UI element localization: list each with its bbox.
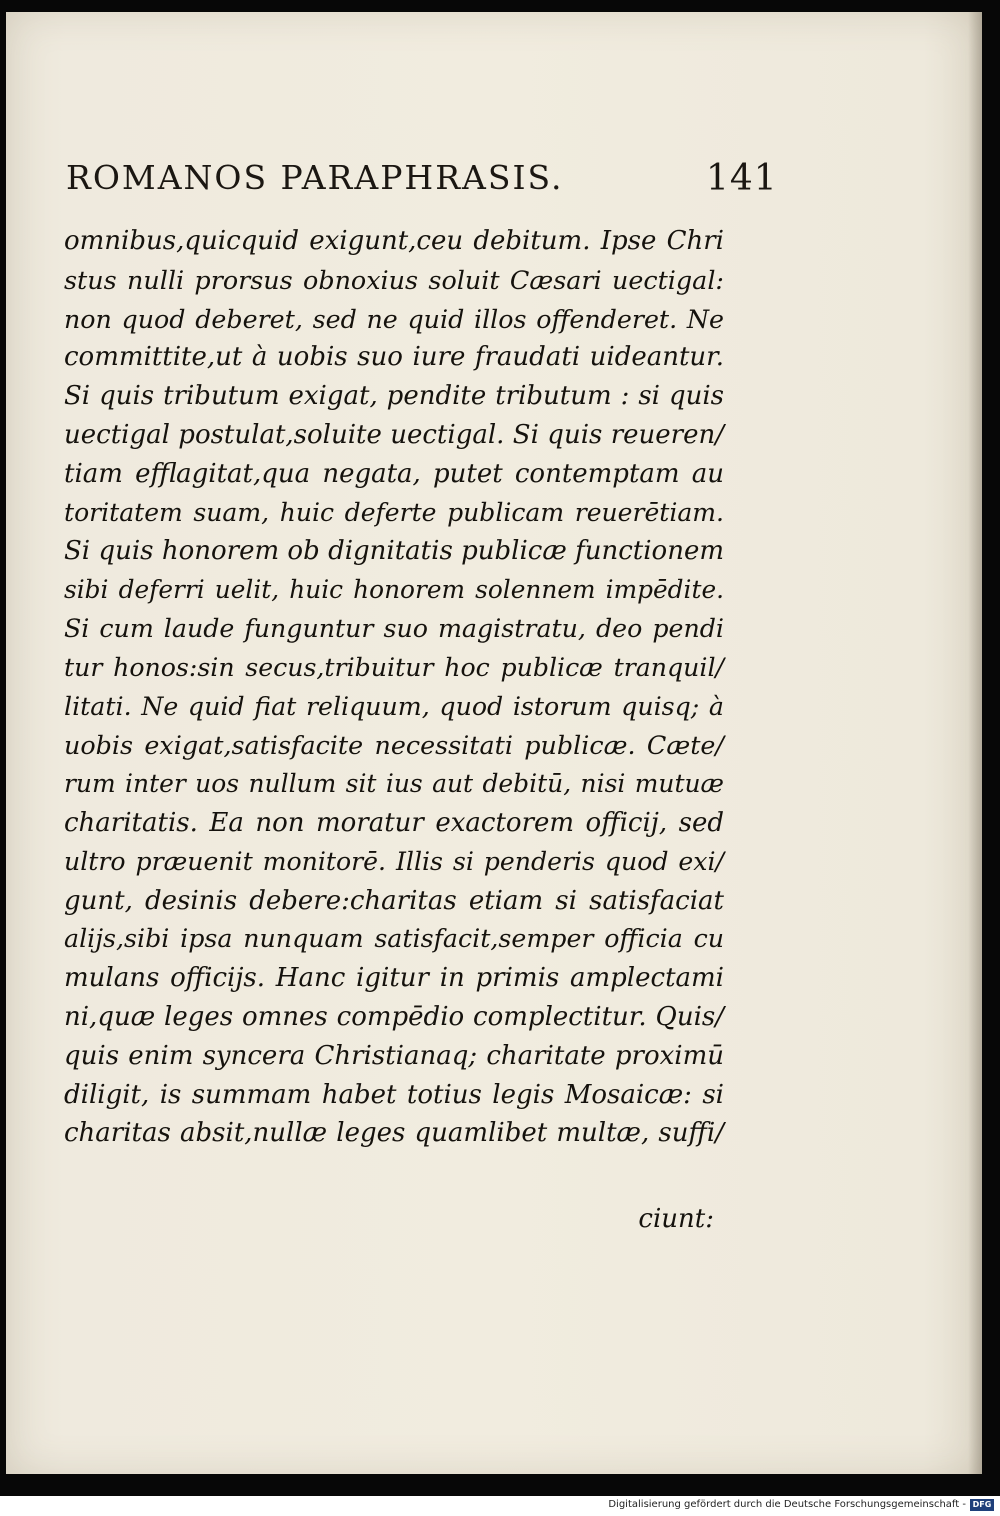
catchword-row	[64, 1204, 714, 1242]
text-line: uobis exigat,satisfacite necessitati publicæ. Cæte/	[64, 730, 724, 761]
text-line: Si quis tributum exigat, pendite tributum : si quis	[64, 381, 724, 412]
page-edge-shadow	[968, 12, 982, 1474]
text-line: Si quis honorem ob dignitatis publicæ functionem	[64, 536, 724, 567]
catchword: ciunt:	[638, 1204, 714, 1234]
text-line: non quod deberet, sed ne quid illos offenderet. Ne	[64, 303, 724, 334]
body-text	[64, 222, 724, 1153]
text-line: committite,ut à uobis suo iure fraudati uideantur.	[64, 342, 724, 373]
text-line: gunt, desinis debere:charitas etiam si satisfaciat	[64, 885, 724, 916]
text-line: diligit, is summam habet totius legis Mosaicæ: si	[64, 1079, 724, 1110]
running-head-title: ROMANOS PARAPHRASIS.	[66, 158, 564, 197]
text-line: rum inter uos nullum sit ius aut debitū, nisi mutuæ	[64, 769, 724, 799]
text-line: Si cum laude funguntur suo magistratu, deo pendi	[64, 613, 724, 643]
text-line: toritatem suam, huic deferte publicam reuerētiam.	[64, 497, 724, 527]
text-line: omnibus,quicquid exigunt,ceu debitum. Ipse Chri	[64, 226, 724, 256]
text-line: litati. Ne quid fiat reliquum, quod istorum quisq; à	[64, 691, 724, 721]
text-line: sibi deferri uelit, huic honorem solennem impēdite.	[64, 575, 724, 605]
text-line: charitas absit,nullæ leges quamlibet multæ, suffi/	[64, 1118, 724, 1149]
text-line: alijs,sibi ipsa nunquam satisfacit,semper officia cu	[64, 924, 724, 954]
text-line: quis enim syncera Christianaq; charitate proximū	[64, 1040, 724, 1071]
text-line: tur honos:sin secus,tribuitur hoc publicæ tranquil/	[64, 652, 724, 682]
running-head	[66, 158, 786, 210]
text-line: uectigal postulat,soluite uectigal. Si quis reueren/	[64, 419, 724, 450]
text-line: stus nulli prorsus obnoxius soluit Cæsari uectigal:	[64, 264, 724, 295]
footer	[0, 1496, 1000, 1516]
text-line: tiam efflagitat,qua negata, putet contemptam au	[64, 458, 724, 489]
text-line: ultro præuenit monitorē. Illis si penderis quod exi/	[64, 846, 724, 876]
dfg-logo: DFG	[970, 1499, 994, 1511]
text-line: ni,quæ leges omnes compēdio complectitur. Quis/	[64, 1001, 724, 1032]
text-line: charitatis. Ea non moratur exactorem officij, sed	[64, 807, 724, 838]
page-number: 141	[706, 158, 778, 199]
text-line: mulans officijs. Hanc igitur in primis amplectami	[64, 963, 724, 994]
digitization-credit: Digitalisierung gefördert durch die Deutsche Forschungsgemeinschaft -	[608, 1499, 966, 1510]
